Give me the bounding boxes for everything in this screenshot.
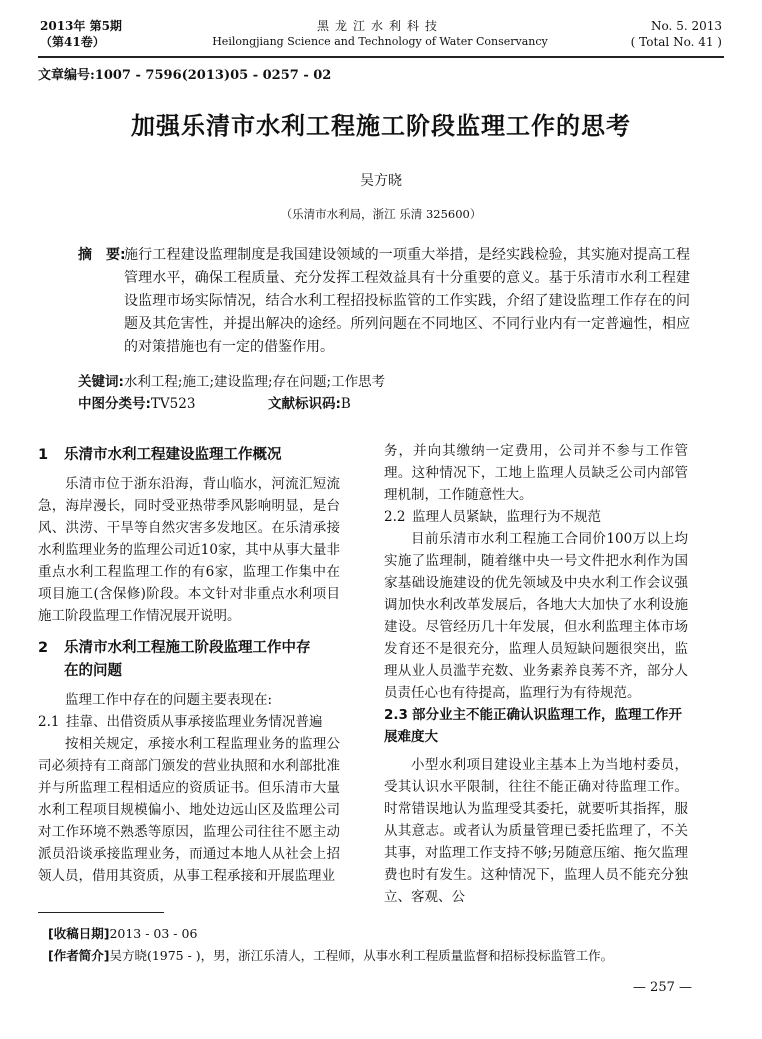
article-number: 文章编号:1007 - 7596(2013)05 - 0257 - 02 xyxy=(38,68,332,83)
classification-number xyxy=(78,394,195,414)
header-number xyxy=(631,18,722,50)
header-year-issue: 2013年 第5期 xyxy=(40,19,122,33)
received-date: 2013 - 03 - 06 xyxy=(109,926,198,941)
section-2-title-line1: 乐清市水利工程施工阶段监理工作中存 xyxy=(64,640,311,656)
author-bio-label: [作者简介] xyxy=(48,948,110,963)
keywords-label: 关键词: xyxy=(78,374,124,390)
section-1-title: 乐清市水利工程建设监理工作概况 xyxy=(64,447,282,463)
journal-name-cn: 黑龙江水利科技 xyxy=(316,19,443,33)
section-2-1-paragraph: 按相关规定，承接水利工程监理业务的监理公司必须持有工商部门颁发的营业执照和水利部批准并与所监理工程相适应的资质证书。但乐清市大量水利工程项目规模偏小、地处边远山区及监理公司对工作环境不熟悉等原因，监理公司往往不愿主动派员沿谈承接监理业务，而通过本地人从社会上招领人员，借用其资质，从事工程承接和开展监理业 xyxy=(38,736,340,884)
section-2-2-paragraph: 目前乐清市水利工程施工合同价100万以上均实施了监理制，随着继中央一号文件把水利作为国家基础设施建设的优先领域及中央水利工作会议强调加快水利改革发展后，各地大大加快了水利设施建设。尽管经历几十年发展，但水利监理主体市场发育还不是很充分，监理人员短缺问题很突出，监理从业人员滥芋充数、业务素养良莠不齐，部分人员责任心也有待提高，监理行为有待规范。 xyxy=(384,531,688,701)
header-volume: （第41卷） xyxy=(40,35,105,49)
section-2-heading xyxy=(38,637,340,683)
right-column xyxy=(384,440,688,908)
footnote-rule xyxy=(38,912,164,913)
section-2-3-heading xyxy=(384,704,688,748)
header-total: ( Total No. 41 ) xyxy=(630,35,722,49)
section-2-title-line2: 在的问题 xyxy=(64,663,122,679)
section-2-1-number: 2.1 xyxy=(38,714,60,730)
author-affiliation: （乐清市水利局，浙江 乐清 325600） xyxy=(280,207,482,221)
section-1-heading xyxy=(38,444,340,467)
header-issue xyxy=(40,18,122,50)
section-2-3-number: 2.3 xyxy=(384,707,408,723)
section-2-number: 2 xyxy=(38,640,49,656)
paper-author: 吴方晓 xyxy=(360,173,402,189)
section-2-3-paragraph: 小型水利项目建设业主基本上为当地村委员，受其认识水平限制，往往不能正确对待监理工作。时常错误地认为监理受其委托，就要听其指挥，服从其意志。或者认为质量管理已委托监理了，不关其事，对监理工作支持不够;另随意压缩、拖欠监理费也时有发生。这种情况下，监理人员不能充分独立、客观、公 xyxy=(384,757,688,905)
section-2-3-title-line2: 展难度大 xyxy=(384,729,438,745)
doc-code-text: B xyxy=(340,396,351,412)
running-header xyxy=(0,14,762,64)
section-2-2-number: 2.2 xyxy=(384,509,406,525)
abstract-text: 施行工程建设监理制度是我国建设领域的一项重大举措，是经实践检验，其实施对提高工程管理水平，确保工程质量、充分发挥工程效益具有十分重要的意义。基于乐清市水利工程建设监理市场实际情况，结合水利工程招投标监管的工作实践，介绍了建设监理工作存在的问题及其危害性，并提出解决的途经。所列问题在不同地区、不同行业内有一定普遍性，相应的对策措施也有一定的借鉴作用。 xyxy=(124,247,690,355)
classification-label: 中图分类号: xyxy=(78,396,151,412)
doc-code-label: 文献标识码: xyxy=(268,396,341,412)
section-1-paragraph: 乐清市位于浙东沿海，背山临水，河流汇短流急，海岸漫长，同时受亚热带季风影响明显，是台风、洪涝、干旱等自然灾害多发地区。在乐清承接水利监理业务的监理公司近10家，其中从事大量非重点水利工程监理工作的有6家，监理工作集中在项目施工(含保修)阶段。本文针对非重点水利项目施工阶段监理工作情况展开说明。 xyxy=(38,476,340,624)
section-2-1-paragraph-cont: 务，并向其缴纳一定费用，公司并不参与工作管理。这种情况下，工地上监理人员缺乏公司内部管理机制，工作随意性大。 xyxy=(384,443,688,503)
footnote-author xyxy=(48,946,613,966)
left-column xyxy=(38,440,340,887)
section-2-1-title: 挂靠、出借资质从事承接监理业务情况普遍 xyxy=(66,714,323,730)
section-2-2-title: 监理人员紧缺，监理行为不规范 xyxy=(412,509,601,525)
keywords xyxy=(78,372,385,392)
header-journal xyxy=(180,18,580,50)
abstract-label: 摘 要: xyxy=(78,247,126,263)
document-code xyxy=(268,394,351,414)
header-rule xyxy=(38,56,724,58)
section-1-number: 1 xyxy=(38,447,49,463)
footnote-received xyxy=(48,924,197,944)
section-2-2-heading xyxy=(384,506,688,528)
classification-text: TV523 xyxy=(150,396,196,412)
header-no: No. 5. 2013 xyxy=(651,19,722,33)
paper-title: 加强乐清市水利工程施工阶段监理工作的思考 xyxy=(131,112,631,140)
section-2-intro: 监理工作中存在的问题主要表现在: xyxy=(65,692,273,708)
page-number: — 257 — xyxy=(632,980,692,995)
journal-name-en: Heilongjiang Science and Technology of Water Conservancy xyxy=(212,35,548,48)
received-label: [收稿日期] xyxy=(48,926,110,941)
abstract xyxy=(78,244,690,359)
section-2-1-heading xyxy=(38,711,340,733)
section-2-3-title-line1: 部分业主不能正确认识监理工作，监理工作开 xyxy=(412,707,682,723)
author-bio-text: 吴方晓(1975 - )，男，浙江乐清人，工程师，从事水利工程质量监督和招标投标监管工作。 xyxy=(109,948,614,963)
keywords-text: 水利工程;施工;建设监理;存在问题;工作思考 xyxy=(123,374,386,390)
